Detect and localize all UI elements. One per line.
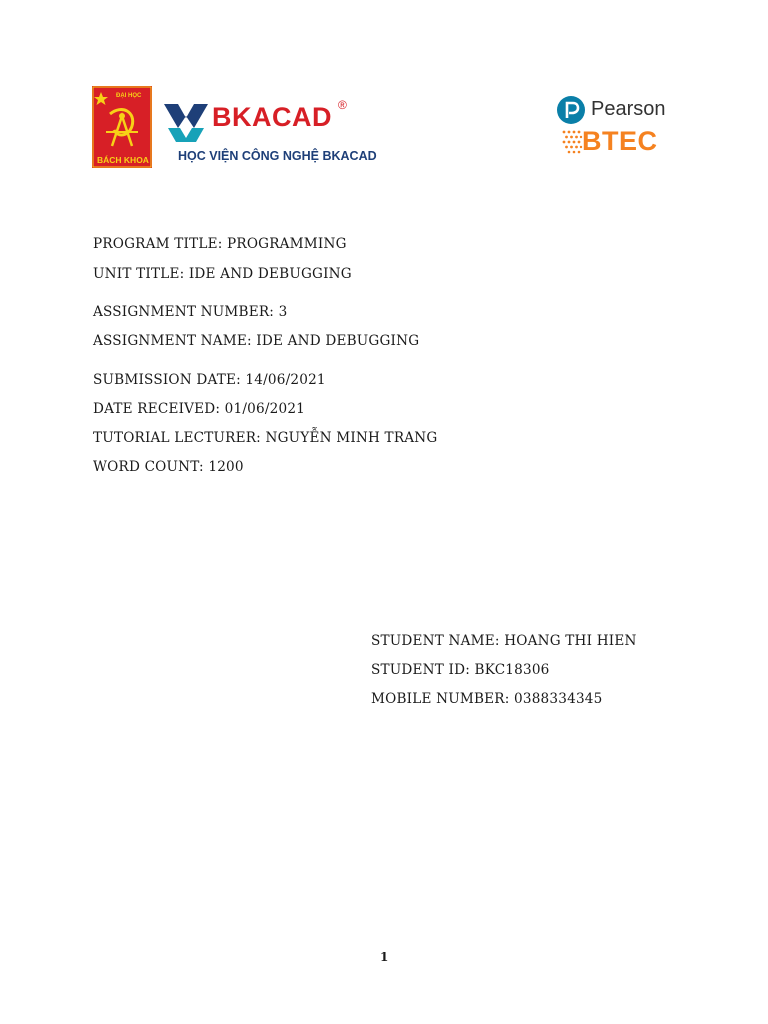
- bkacad-subtitle: HỌC VIỆN CÔNG NGHỆ BKACAD: [178, 149, 377, 163]
- tutorial-lecturer: TUTORIAL LECTURER: NGUYỄN MINH TRANG: [93, 430, 438, 446]
- pearson-mark-icon: [556, 95, 586, 125]
- student-name: STUDENT NAME: HOANG THI HIEN: [371, 633, 637, 649]
- bkacad-logo: [162, 98, 377, 168]
- bkacad-mark-icon: [162, 100, 210, 144]
- pearson-btec-logo: [556, 95, 666, 159]
- page-number: 1: [380, 950, 389, 964]
- bkacad-name: BKACAD: [212, 102, 332, 132]
- submission-date: SUBMISSION DATE: 14/06/2021: [93, 372, 326, 388]
- program-title: PROGRAM TITLE: PROGRAMMING: [93, 236, 347, 252]
- bach-khoa-top-text: ĐẠI HỌC: [116, 93, 142, 99]
- assignment-name: ASSIGNMENT NAME: IDE AND DEBUGGING: [93, 333, 420, 349]
- assignment-number: ASSIGNMENT NUMBER: 3: [93, 304, 288, 320]
- btec-dots-icon: [561, 129, 583, 155]
- mobile-number: MOBILE NUMBER: 0388334345: [371, 691, 603, 707]
- unit-title: UNIT TITLE: IDE AND DEBUGGING: [93, 266, 352, 282]
- btec-name: BTEC: [582, 126, 658, 156]
- date-received: DATE RECEIVED: 01/06/2021: [93, 401, 306, 417]
- bach-khoa-bottom-text: BÁCH KHOA: [97, 155, 149, 165]
- student-id: STUDENT ID: BKC18306: [371, 662, 550, 678]
- word-count: WORD COUNT: 1200: [93, 459, 244, 475]
- bkacad-registered-mark: ®: [338, 98, 347, 112]
- pearson-name: Pearson: [591, 98, 666, 120]
- bach-khoa-logo: [92, 86, 152, 168]
